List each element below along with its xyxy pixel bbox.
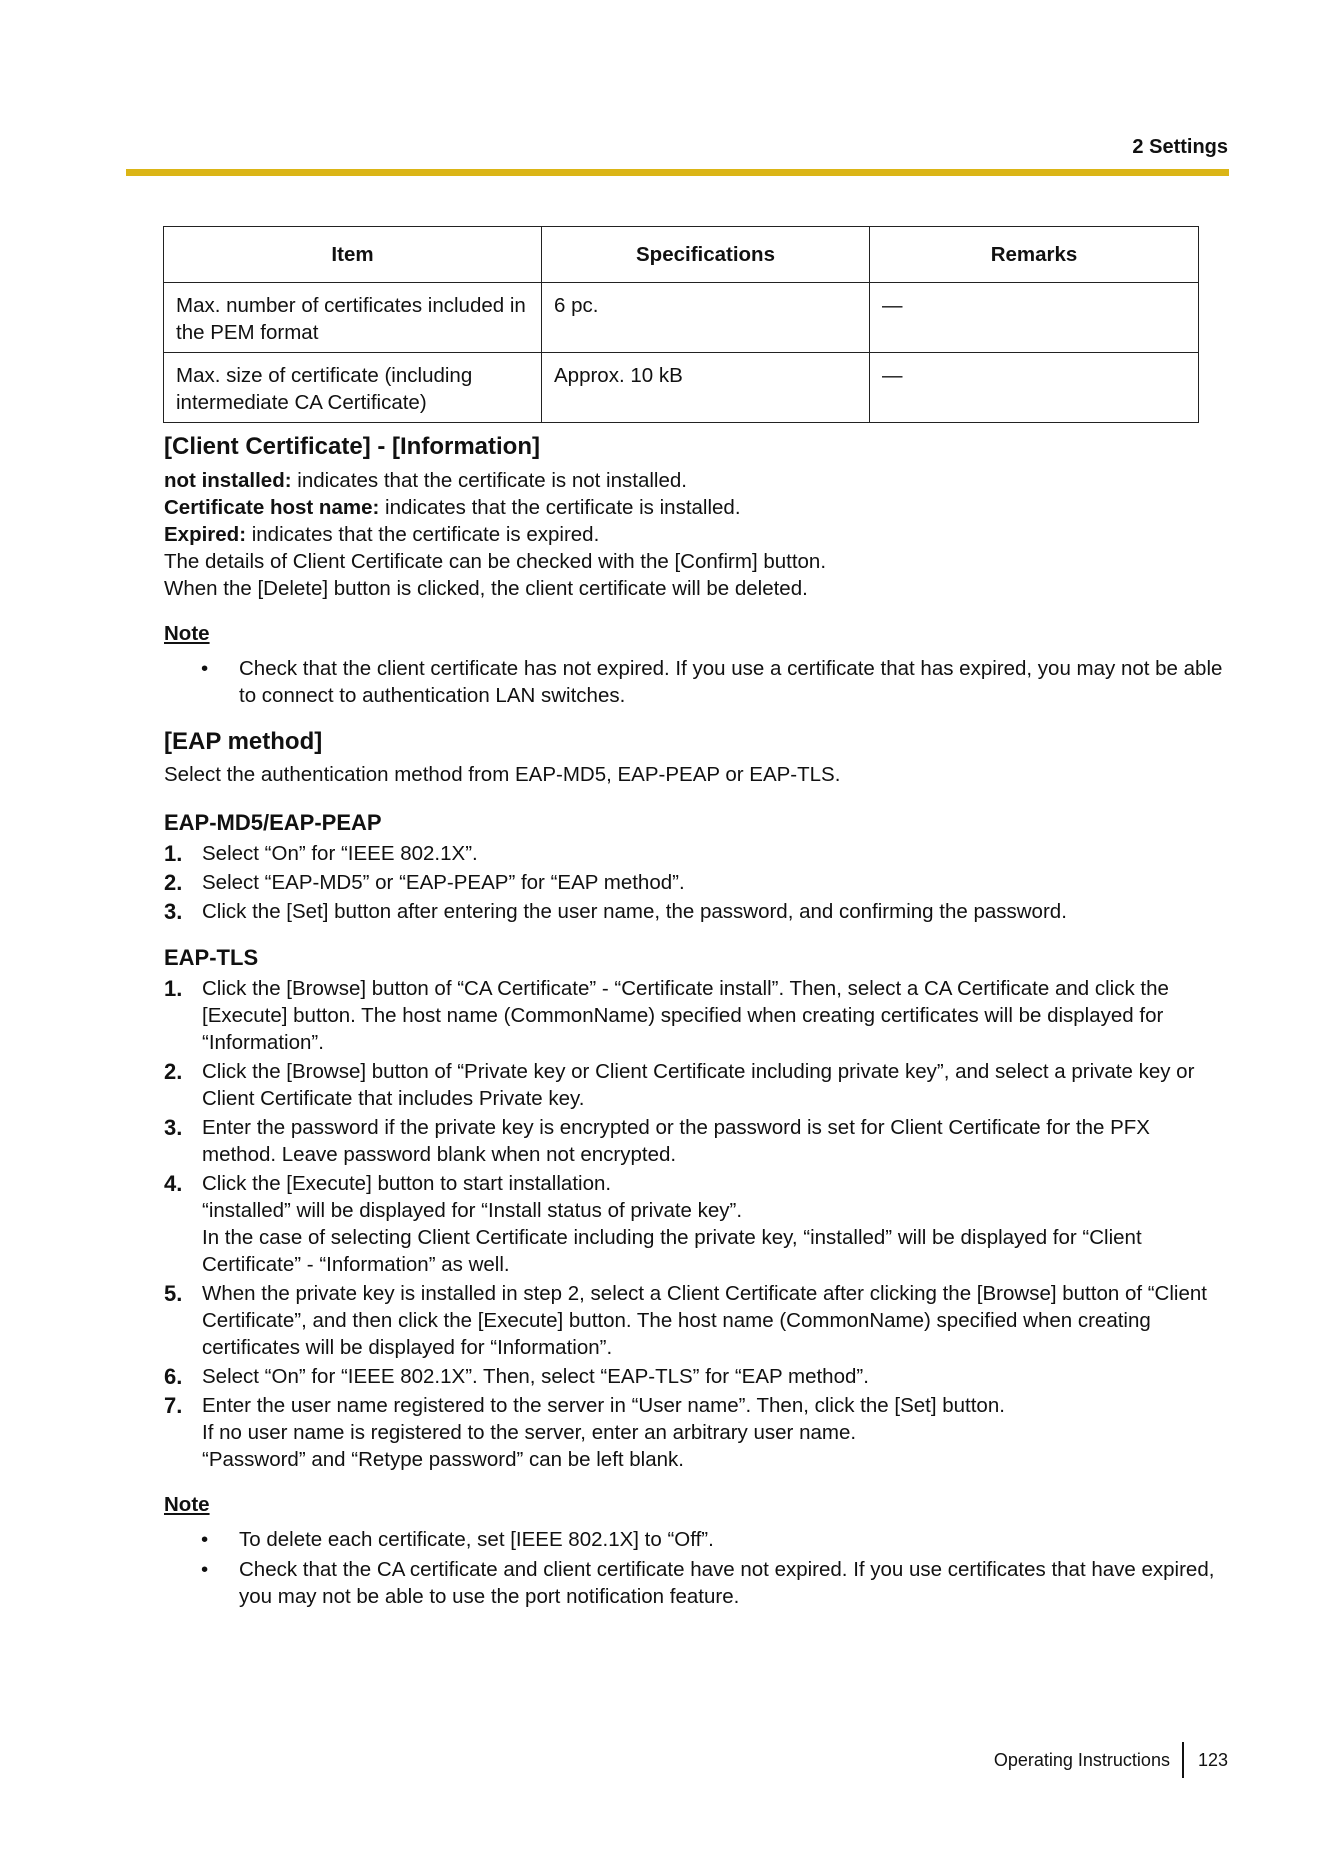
note-block: [164, 620, 1229, 709]
step-number: 3.: [164, 1115, 183, 1140]
list-item: [164, 1114, 1229, 1168]
table-cell: —: [870, 283, 1199, 353]
definition-text: indicates that the certificate is expired.: [246, 523, 600, 546]
step-text: Click the [Set] button after entering the user name, the password, and confirming the password.: [202, 900, 1067, 923]
step-text: Select “On” for “IEEE 802.1X”. Then, select “EAP-TLS” for “EAP method”.: [202, 1365, 869, 1388]
step-text: “Password” and “Retype password” can be left blank.: [202, 1448, 684, 1471]
list-item: [164, 1170, 1229, 1278]
list-item: [164, 840, 1229, 867]
step-number: 1.: [164, 976, 183, 1001]
list-item: [164, 898, 1229, 925]
step-number: 3.: [164, 899, 183, 924]
note-list: [164, 1526, 1229, 1610]
step-text: Select “EAP-MD5” or “EAP-PEAP” for “EAP method”.: [202, 871, 685, 894]
paragraph: When the [Delete] button is clicked, the client certificate will be deleted.: [164, 577, 808, 600]
spec-table: [163, 226, 1199, 423]
paragraph: The details of Client Certificate can be checked with the [Confirm] button.: [164, 550, 827, 573]
step-text: “installed” will be displayed for “Install status of private key”.: [202, 1199, 743, 1222]
main-content: [164, 430, 1229, 1610]
column-header: Remarks: [870, 227, 1199, 283]
table-cell: —: [870, 353, 1199, 423]
list-item: [164, 869, 1229, 896]
step-text: Click the [Browse] button of “Private key or Client Certificate including private key”, and select a private key or Client Certificate that includes Private key.: [202, 1060, 1195, 1110]
note-text: To delete each certificate, set [IEEE 802.1X] to “Off”.: [239, 1528, 714, 1551]
subheading-eap-tls: EAP-TLS: [164, 945, 259, 970]
bullet-icon: •: [201, 657, 209, 680]
step-text: Click the [Browse] button of “CA Certificate” - “Certificate install”. Then, select a CA Certificate and click the [Execute] button. The host name (CommonName) specified when creating certificates will be displayed for “Information”.: [202, 977, 1169, 1054]
table-row: [164, 353, 1199, 423]
steps-list: [164, 840, 1229, 925]
step-text: Enter the password if the private key is encrypted or the password is set for Client Certificate for the PFX method. Leave password blank when not encrypted.: [202, 1116, 1150, 1166]
list-item: [164, 1058, 1229, 1112]
bullet-icon: •: [201, 1558, 209, 1581]
list-item: [164, 1363, 1229, 1390]
step-number: 2.: [164, 1059, 183, 1084]
note-text: Check that the CA certificate and client certificate have not expired. If you use certificates that have expired, you may not be able to use the port notification feature.: [239, 1558, 1215, 1608]
step-text: If no user name is registered to the server, enter an arbitrary user name.: [202, 1421, 857, 1444]
paragraph: Select the authentication method from EAP-MD5, EAP-PEAP or EAP-TLS.: [164, 763, 841, 786]
note-text: Check that the client certificate has not expired. If you use a certificate that has expired, you may not be able to connect to authentication LAN switches.: [239, 657, 1223, 707]
list-item: [164, 1556, 1229, 1610]
column-header: Item: [164, 227, 542, 283]
bullet-icon: •: [201, 1528, 209, 1551]
table-cell: Max. size of certificate (including intermediate CA Certificate): [164, 353, 542, 423]
section-heading-eap-method: [EAP method]: [164, 728, 323, 755]
chapter-title: 2 Settings: [1132, 136, 1228, 158]
table-cell: Max. number of certificates included in the PEM format: [164, 283, 542, 353]
list-item: [164, 975, 1229, 1056]
definition-term: Expired:: [164, 523, 247, 546]
footer-divider: [1182, 1742, 1184, 1778]
step-number: 2.: [164, 870, 183, 895]
header-rule: [126, 169, 1229, 176]
step-number: 1.: [164, 841, 183, 866]
definition-term: not installed:: [164, 469, 292, 492]
note-label: Note: [164, 622, 210, 645]
column-header: Specifications: [542, 227, 870, 283]
definition-line: [164, 494, 1229, 521]
list-item: [164, 1392, 1229, 1473]
step-number: 4.: [164, 1171, 183, 1196]
step-text: Enter the user name registered to the server in “User name”. Then, click the [Set] button.: [202, 1394, 1005, 1417]
list-item: [164, 655, 1229, 709]
definition-term: Certificate host name:: [164, 496, 380, 519]
subheading-md5-peap: EAP-MD5/EAP-PEAP: [164, 810, 382, 835]
table-row: [164, 283, 1199, 353]
table-header-row: [164, 227, 1199, 283]
list-item: [164, 1280, 1229, 1361]
step-text: Select “On” for “IEEE 802.1X”.: [202, 842, 478, 865]
step-text: Click the [Execute] button to start installation.: [202, 1172, 612, 1195]
list-item: [164, 1526, 1229, 1553]
step-number: 6.: [164, 1364, 183, 1389]
definition-text: indicates that the certificate is installed.: [379, 496, 741, 519]
step-number: 7.: [164, 1393, 183, 1418]
steps-list: [164, 975, 1229, 1473]
step-text: In the case of selecting Client Certificate including the private key, “installed” will be displayed for “Client Certificate” - “Information” as well.: [202, 1226, 1142, 1276]
section-heading-client-certificate: [Client Certificate] - [Information]: [164, 433, 540, 460]
definition-line: [164, 467, 1229, 494]
page-number: 123: [1197, 1749, 1228, 1770]
step-number: 5.: [164, 1281, 183, 1306]
definition-line: [164, 521, 1229, 548]
definition-text: indicates that the certificate is not installed.: [291, 469, 687, 492]
note-list: [164, 655, 1229, 709]
page-footer: [994, 1740, 1228, 1780]
table-cell: Approx. 10 kB: [542, 353, 870, 423]
table-cell: 6 pc.: [542, 283, 870, 353]
footer-doc-title: Operating Instructions: [993, 1749, 1170, 1770]
note-block: [164, 1491, 1229, 1610]
step-text: When the private key is installed in step 2, select a Client Certificate after clicking the [Browse] button of “Client Certificate”, and then click the [Execute] button. The host name (CommonName) specified when creating certificates will be displayed for “Information”.: [202, 1282, 1207, 1359]
note-label: Note: [164, 1493, 210, 1516]
